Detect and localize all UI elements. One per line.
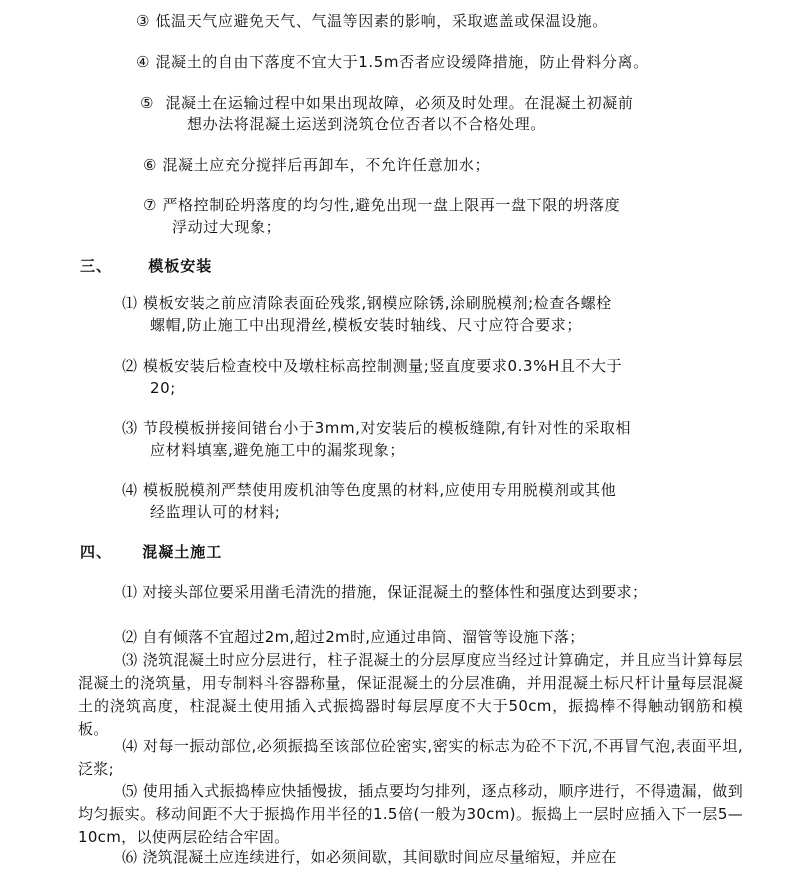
section-heading <box>80 256 212 276</box>
item-continuation: 经监理认可的材料; <box>150 503 281 521</box>
section-title: 模板安装 <box>148 257 213 275</box>
paragraph-text: ⑸ 使用插入式振捣棒应快插慢拔，插点要均匀排列，逐点移动，顺序进行，不得遗漏，做到均匀振实。移动间距不大于振捣作用半径的1.5倍(一般为30cm)。振捣上一层时应插入下一层5—10cm，以使两层砼结合牢固。 <box>78 782 743 846</box>
list-item <box>136 52 649 72</box>
list-item <box>122 418 631 438</box>
list-item <box>136 11 608 31</box>
list-item <box>143 195 620 215</box>
item-number: ④ <box>136 53 151 71</box>
item-text: 节段模板拼接间错台小于3mm,对安装后的模板缝隙,有针对性的采取相 <box>142 419 632 437</box>
item-number: ⑥ <box>143 156 158 174</box>
item-number: ⑦ <box>143 196 158 214</box>
section-number: 四、 <box>80 543 113 561</box>
section-number: 三、 <box>80 257 113 275</box>
list-item <box>143 155 490 175</box>
item-text: 模板安装之前应清除表面砼残浆,钢模应除锈,涂刷脱模剂;检查各螺栓 <box>142 294 612 312</box>
paragraph <box>78 846 743 869</box>
list-item <box>122 293 612 313</box>
item-number: ⑶ <box>122 419 138 437</box>
item-text: 模板安装后检查校中及墩柱标高控制测量;竖直度要求0.3%H且不大于 <box>142 357 623 375</box>
item-number: ⑵ <box>122 357 138 375</box>
paragraph <box>78 780 743 849</box>
list-item <box>122 356 622 376</box>
item-continuation: 螺帽,防止施工中出现滑丝,模板安装时轴线、尺寸应符合要求； <box>150 316 582 334</box>
item-number: ⑤ <box>140 94 155 112</box>
item-text: 严格控制砼坍落度的均匀性,避免出现一盘上限再一盘下限的坍落度 <box>162 196 621 214</box>
item-continuation: 浮动过大现象； <box>172 218 282 236</box>
paragraph-text: ⑶ 浇筑混凝土时应分层进行，柱子混凝土的分层厚度应当经过计算确定，并且应当计算每层混凝土的浇筑量，用专制料斗容器称量，保证混凝土的分层准确，并用混凝土标尺杆计量每层混凝土的浇筑高度，柱混凝土使用插入式振捣器时每层厚度不大于50cm，振捣棒不得触动钢筋和模板。 <box>78 651 743 738</box>
item-text: 混凝土在运输过程中如果出现故障，必须及时处理。在混凝土初凝前 <box>165 94 634 112</box>
paragraph-text: ⑷ 对每一振动部位,必须振捣至该部位砼密实,密实的标志为砼不下沉,不再冒气泡,表面平坦,泛浆; <box>78 737 743 778</box>
paragraph-text: ⑴ 对接头部位要采用凿毛清洗的措施，保证混凝土的整体性和强度达到要求； <box>122 583 648 601</box>
item-number: ⑴ <box>122 294 138 312</box>
paragraph <box>78 735 743 781</box>
section-title: 混凝土施工 <box>142 543 223 561</box>
item-text: 混凝土的自由下落度不宜大于1.5m否者应设缓降措施，防止骨料分离。 <box>155 53 649 71</box>
paragraph-text: ⑹ 浇筑混凝土应连续进行，如必须间歇，其间歇时间应尽量缩短，并应在 <box>122 848 617 866</box>
item-continuation: 20; <box>150 379 176 397</box>
item-number: ③ <box>136 12 151 30</box>
item-text: 混凝土应充分搅拌后再卸车，不允许任意加水； <box>162 156 491 174</box>
paragraph <box>78 581 743 604</box>
paragraph <box>78 649 743 741</box>
paragraph-text: ⑵ 自有倾落不宜超过2m,超过2m时,应通过串筒、溜管等设施下落； <box>122 628 585 646</box>
list-item <box>122 480 616 500</box>
item-number: ⑷ <box>122 481 138 499</box>
paragraph <box>78 626 743 649</box>
item-continuation: 想办法将混凝土运送到浇筑仓位否者以不合格处理。 <box>187 115 546 133</box>
item-continuation: 应材料填塞,避免施工中的漏浆现象； <box>150 441 405 459</box>
section-heading <box>80 542 222 562</box>
item-text: 模板脱模剂严禁使用废机油等色度黑的材料,应使用专用脱模剂或其他 <box>142 481 617 499</box>
list-item <box>140 93 633 113</box>
item-text: 低温天气应避免天气、气温等因素的影响，采取遮盖或保温设施。 <box>155 12 608 30</box>
